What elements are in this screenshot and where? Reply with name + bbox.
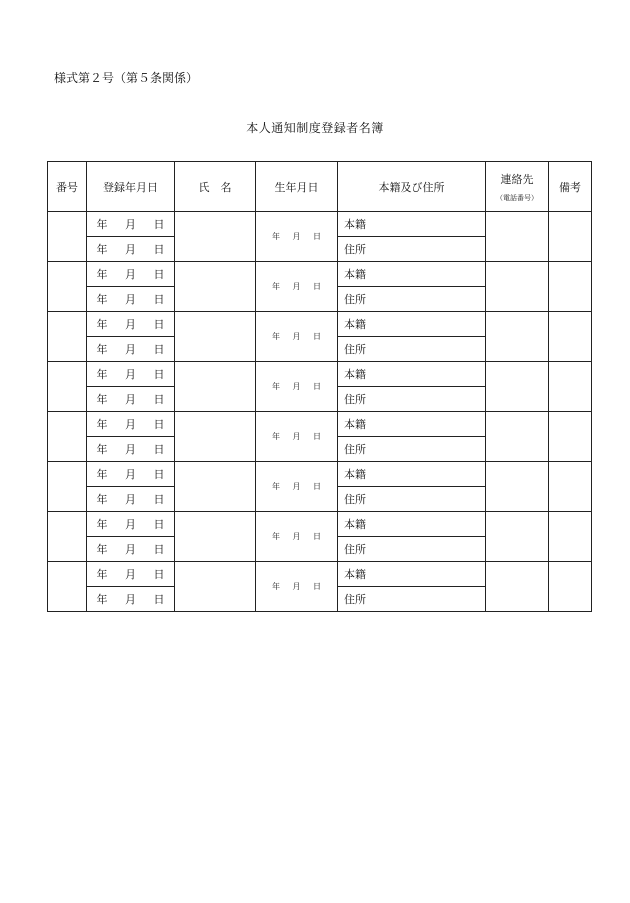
table-row [48,412,592,437]
col-header-address: 本籍及び住所 [338,162,486,212]
name-cell[interactable] [175,562,256,612]
col-header-number: 番号 [48,162,87,212]
birth-date-cell[interactable]: 年 月 日 [256,262,338,312]
remarks-cell[interactable] [549,412,592,462]
table-row [48,512,592,537]
number-cell[interactable] [48,512,87,562]
name-cell[interactable] [175,462,256,512]
table-row [48,362,592,387]
registry-table [47,161,592,612]
table-row [48,262,592,287]
contact-label: 連絡先 [500,172,534,186]
jusho-cell[interactable]: 住所 [338,487,486,512]
registry-body [48,212,592,612]
name-cell[interactable] [175,362,256,412]
table-row [48,312,592,337]
jusho-cell[interactable]: 住所 [338,587,486,612]
birth-date-cell[interactable]: 年 月 日 [256,562,338,612]
birth-date-cell[interactable]: 年 月 日 [256,462,338,512]
col-header-registration-date: 登録年月日 [87,162,175,212]
birth-date-cell[interactable]: 年 月 日 [256,312,338,362]
registration-date-cell[interactable]: 年 月 日 [87,562,175,587]
birth-date-cell[interactable]: 年 月 日 [256,362,338,412]
remarks-cell[interactable] [549,212,592,262]
honseki-cell[interactable]: 本籍 [338,312,486,337]
remarks-cell[interactable] [549,512,592,562]
contact-cell[interactable] [486,462,549,512]
registration-date-cell[interactable]: 年 月 日 [87,487,175,512]
contact-cell[interactable] [486,212,549,262]
registration-date-cell[interactable]: 年 月 日 [87,462,175,487]
contact-cell[interactable] [486,412,549,462]
honseki-cell[interactable]: 本籍 [338,262,486,287]
number-cell[interactable] [48,312,87,362]
registration-date-cell[interactable]: 年 月 日 [87,312,175,337]
name-cell[interactable] [175,212,256,262]
col-header-contact [486,162,549,212]
form-number: 様式第２号（第５条関係） [54,71,199,85]
registration-date-cell[interactable]: 年 月 日 [87,287,175,312]
registration-date-cell[interactable]: 年 月 日 [87,212,175,237]
birth-date-cell[interactable]: 年 月 日 [256,212,338,262]
jusho-cell[interactable]: 住所 [338,287,486,312]
name-cell[interactable] [175,512,256,562]
registration-date-cell[interactable]: 年 月 日 [87,337,175,362]
jusho-cell[interactable]: 住所 [338,537,486,562]
remarks-cell[interactable] [549,312,592,362]
number-cell[interactable] [48,362,87,412]
registration-date-cell[interactable]: 年 月 日 [87,387,175,412]
contact-cell[interactable] [486,312,549,362]
jusho-cell[interactable]: 住所 [338,337,486,362]
jusho-cell[interactable]: 住所 [338,387,486,412]
remarks-cell[interactable] [549,462,592,512]
registration-date-cell[interactable]: 年 月 日 [87,262,175,287]
honseki-cell[interactable]: 本籍 [338,462,486,487]
name-cell[interactable] [175,262,256,312]
col-header-name: 氏 名 [175,162,256,212]
birth-date-cell[interactable]: 年 月 日 [256,512,338,562]
col-header-birth-date: 生年月日 [256,162,338,212]
name-cell[interactable] [175,312,256,362]
registration-date-cell[interactable]: 年 月 日 [87,512,175,537]
table-row [48,562,592,587]
number-cell[interactable] [48,412,87,462]
registration-date-cell[interactable]: 年 月 日 [87,412,175,437]
jusho-cell[interactable]: 住所 [338,237,486,262]
honseki-cell[interactable]: 本籍 [338,212,486,237]
document-title: 本人通知制度登録者名簿 [246,121,384,135]
registration-date-cell[interactable]: 年 月 日 [87,537,175,562]
honseki-cell[interactable]: 本籍 [338,362,486,387]
number-cell[interactable] [48,212,87,262]
contact-cell[interactable] [486,512,549,562]
contact-sublabel: （電話番号） [496,193,538,202]
name-cell[interactable] [175,412,256,462]
honseki-cell[interactable]: 本籍 [338,412,486,437]
contact-cell[interactable] [486,362,549,412]
number-cell[interactable] [48,462,87,512]
contact-cell[interactable] [486,262,549,312]
registration-date-cell[interactable]: 年 月 日 [87,362,175,387]
col-header-remarks: 備考 [549,162,592,212]
honseki-cell[interactable]: 本籍 [338,512,486,537]
registration-date-cell[interactable]: 年 月 日 [87,237,175,262]
registration-date-cell[interactable]: 年 月 日 [87,437,175,462]
contact-cell[interactable] [486,562,549,612]
table-row [48,212,592,237]
remarks-cell[interactable] [549,562,592,612]
header-row [48,162,592,212]
number-cell[interactable] [48,262,87,312]
registration-date-cell[interactable]: 年 月 日 [87,587,175,612]
honseki-cell[interactable]: 本籍 [338,562,486,587]
remarks-cell[interactable] [549,262,592,312]
remarks-cell[interactable] [549,362,592,412]
jusho-cell[interactable]: 住所 [338,437,486,462]
table-row [48,462,592,487]
number-cell[interactable] [48,562,87,612]
birth-date-cell[interactable]: 年 月 日 [256,412,338,462]
